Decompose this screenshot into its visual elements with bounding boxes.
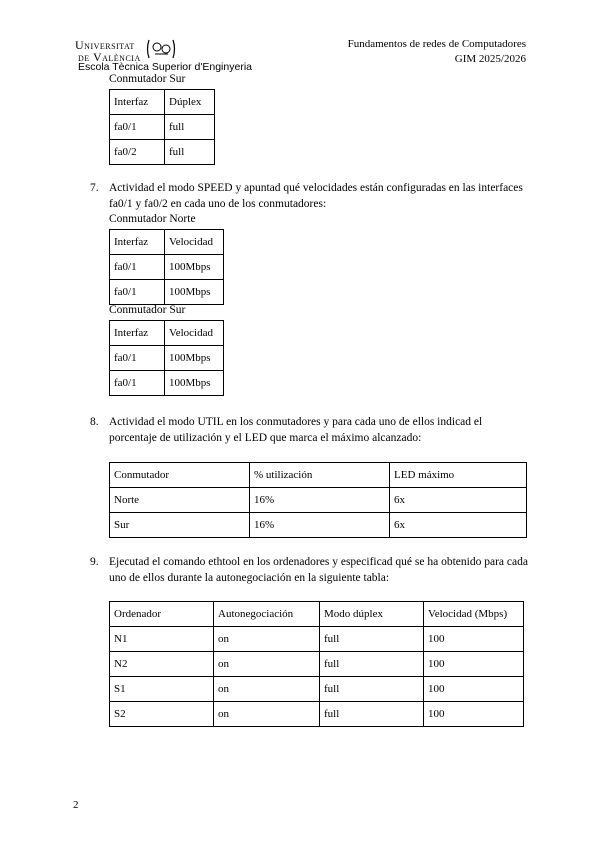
table-header-row (110, 90, 215, 115)
table-cell: full (320, 627, 424, 652)
speed-norte-table (109, 229, 224, 305)
question-number: 7. (90, 182, 99, 194)
university-name-line1: Universitat (75, 38, 135, 52)
table-row (110, 627, 524, 652)
table-cell: N1 (110, 627, 214, 652)
table-row (110, 140, 215, 165)
table-cell: 6x (390, 488, 527, 513)
table-cell: fa0/1 (110, 346, 165, 371)
table-cell: Norte (110, 488, 250, 513)
table-row (110, 488, 527, 513)
table-cell: 100 (424, 702, 524, 727)
table-cell: 100 (424, 677, 524, 702)
table-cell: on (214, 677, 320, 702)
question-text: Actividad el modo SPEED y apuntad qué velocidades están configuradas en las interfaces fa0/1 y fa0/2 en cada uno de los conmutadores: (109, 182, 523, 210)
table-cell: fa0/1 (110, 255, 165, 280)
autoneg-table (109, 601, 524, 727)
table-cell: 6x (390, 513, 527, 538)
table-cell: fa0/1 (110, 371, 165, 396)
table-row (110, 255, 224, 280)
speed-sur-table (109, 320, 224, 396)
table-cell: 16% (250, 488, 390, 513)
table-cell: on (214, 702, 320, 727)
table-row (110, 280, 224, 305)
table-cell: full (165, 115, 215, 140)
table-header-cell: Conmutador (110, 463, 250, 488)
table-header-row (110, 463, 527, 488)
table-cell: 100Mbps (165, 346, 224, 371)
table-cell: 100 (424, 627, 524, 652)
table-header-cell: LED máximo (390, 463, 527, 488)
table-cell: 100 (424, 652, 524, 677)
university-name-line2: de València (78, 50, 141, 64)
table-header-row (110, 230, 224, 255)
table-cell: S1 (110, 677, 214, 702)
program-year: GIM 2025/2026 (454, 53, 526, 65)
table-cell: full (320, 677, 424, 702)
table-cell: Sur (110, 513, 250, 538)
table-row (110, 513, 527, 538)
table-header-row (110, 321, 224, 346)
question-number: 8. (90, 416, 99, 428)
table-cell: on (214, 627, 320, 652)
table-cell: full (165, 140, 215, 165)
table-cell: fa0/2 (110, 140, 165, 165)
table-cell: 16% (250, 513, 390, 538)
table-header-cell: % utilización (250, 463, 390, 488)
table-header-cell: Dúplex (165, 90, 215, 115)
question-text: Actividad el modo UTIL en los conmutadores y para cada uno de ellos indicad el porcentaje de utilización y el LED que marca el máximo alcanzado: (109, 416, 483, 444)
question-9 (90, 554, 530, 588)
table-header-cell: Velocidad (165, 321, 224, 346)
question-8 (90, 414, 530, 448)
duplex-sur-table (109, 89, 215, 165)
table-cell: full (320, 652, 424, 677)
table-header-cell: Ordenador (110, 602, 214, 627)
table-cell: S2 (110, 702, 214, 727)
speed-sur-caption: Conmutador Sur (109, 304, 186, 316)
table-header-cell: Velocidad (Mbps) (424, 602, 524, 627)
table-header-cell: Interfaz (110, 90, 165, 115)
util-table (109, 462, 527, 538)
question-7 (90, 180, 530, 214)
table-cell: full (320, 702, 424, 727)
table-cell: N2 (110, 652, 214, 677)
table-row (110, 115, 215, 140)
table-cell: fa0/1 (110, 115, 165, 140)
table-cell: on (214, 652, 320, 677)
table-header-cell: Autonegociación (214, 602, 320, 627)
table-row (110, 677, 524, 702)
table-header-cell: Modo dúplex (320, 602, 424, 627)
speed-norte-caption: Conmutador Norte (109, 213, 196, 225)
duplex-sur-caption: Conmutador Sur (109, 73, 186, 85)
table-cell: 100Mbps (165, 280, 224, 305)
table-cell: 100Mbps (165, 371, 224, 396)
table-cell: 100Mbps (165, 255, 224, 280)
course-title: Fundamentos de redes de Computadores (347, 38, 526, 50)
table-header-cell: Interfaz (110, 230, 165, 255)
table-row (110, 652, 524, 677)
question-text: Ejecutad el comando ethtool en los ordenadores y especificad qué se ha obtenido para cada uno de ellos durante la autonegociación en la siguiente tabla: (109, 556, 528, 584)
table-row (110, 702, 524, 727)
table-header-cell: Velocidad (165, 230, 224, 255)
page-number: 2 (73, 799, 79, 811)
table-header-cell: Interfaz (110, 321, 165, 346)
table-row (110, 346, 224, 371)
question-number: 9. (90, 556, 99, 568)
table-header-row (110, 602, 524, 627)
school-name: Escola Tècnica Superior d'Enginyeria (78, 61, 252, 73)
table-row (110, 371, 224, 396)
table-cell: fa0/1 (110, 280, 165, 305)
university-emblem-icon (145, 38, 177, 60)
